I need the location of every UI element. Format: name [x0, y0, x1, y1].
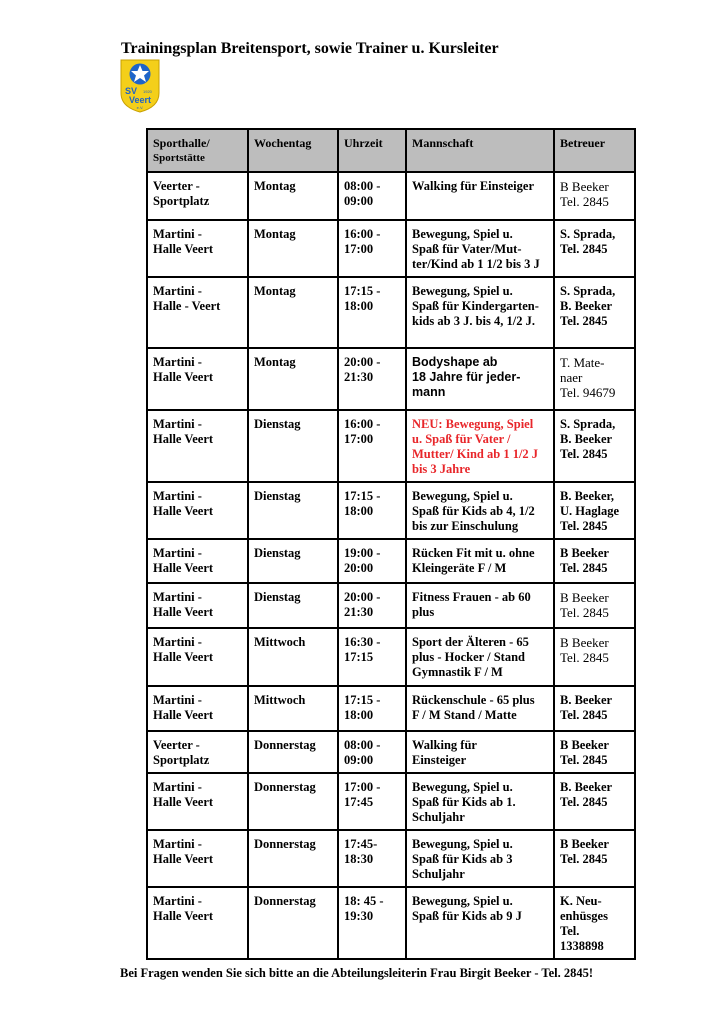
cell-sporthalle	[147, 731, 248, 773]
header-sporthalle: Sporthalle/ Sportstätte	[147, 129, 248, 172]
cell-mannschaft-line: Spaß für Kids ab 4, 1/2	[412, 504, 535, 518]
cell-mannschaft	[406, 686, 554, 731]
cell-mannschaft-line: Bodyshape ab	[412, 355, 498, 369]
cell-mannschaft-line: Rücken Fit mit u. ohne	[412, 546, 535, 560]
cell-betreuer-line: Tel. 94679	[560, 385, 616, 400]
table-row	[147, 887, 635, 959]
cell-betreuer-line: Tel. 2845	[560, 795, 608, 809]
table-row	[147, 348, 635, 410]
cell-sporthalle-line: Halle Veert	[153, 909, 214, 923]
cell-uhrzeit-line: 20:00 -	[344, 355, 381, 369]
cell-uhrzeit-line: 21:30	[344, 370, 374, 384]
cell-uhrzeit	[338, 830, 406, 887]
cell-betreuer-line: Tel. 2845	[560, 447, 608, 461]
cell-sporthalle-line: Martini -	[153, 489, 202, 503]
cell-mannschaft-line: Spaß für Kids ab 3	[412, 852, 513, 866]
footer-contact-note: Bei Fragen wenden Sie sich bitte an die Abteilungsleiterin Frau Birgit Beeker - Tel. 2845!	[120, 966, 594, 980]
cell-sporthalle-line: Martini -	[153, 590, 202, 604]
table-row	[147, 220, 635, 277]
cell-mannschaft-line: Kleingeräte F / M	[412, 561, 507, 575]
cell-sporthalle-line: Halle Veert	[153, 605, 214, 619]
cell-sporthalle-line: Martini -	[153, 227, 202, 241]
cell-uhrzeit-line: 17:00 -	[344, 780, 381, 794]
cell-sporthalle-line: Sportplatz	[153, 194, 210, 208]
cell-uhrzeit	[338, 773, 406, 830]
cell-betreuer-line: Tel. 2845	[560, 314, 608, 328]
cell-uhrzeit-line: 21:30	[344, 605, 374, 619]
cell-sporthalle	[147, 539, 248, 583]
cell-wochentag: Montag	[248, 348, 338, 410]
table-row	[147, 731, 635, 773]
cell-uhrzeit-line: 18:30	[344, 852, 374, 866]
cell-sporthalle-line: Martini -	[153, 635, 202, 649]
cell-mannschaft-line: u. Spaß für Vater /	[412, 432, 511, 446]
cell-sporthalle	[147, 887, 248, 959]
cell-sporthalle-line: Halle Veert	[153, 650, 214, 664]
cell-betreuer	[554, 887, 635, 959]
cell-betreuer	[554, 348, 635, 410]
cell-mannschaft	[406, 773, 554, 830]
cell-sporthalle-line: Martini -	[153, 693, 202, 707]
cell-betreuer	[554, 410, 635, 482]
cell-sporthalle-line: Halle Veert	[153, 242, 214, 256]
header-betreuer: Betreuer	[554, 129, 635, 172]
cell-mannschaft	[406, 628, 554, 686]
cell-betreuer-line: Tel. 2845	[560, 605, 609, 620]
cell-uhrzeit-line: 08:00 -	[344, 738, 381, 752]
cell-betreuer	[554, 686, 635, 731]
cell-sporthalle	[147, 628, 248, 686]
cell-uhrzeit	[338, 887, 406, 959]
training-schedule-table	[146, 128, 636, 960]
cell-mannschaft-line: Bewegung, Spiel u.	[412, 894, 513, 908]
table-row	[147, 482, 635, 539]
cell-mannschaft	[406, 277, 554, 348]
cell-wochentag: Donnerstag	[248, 773, 338, 830]
cell-sporthalle-line: Halle - Veert	[153, 299, 221, 313]
cell-sporthalle-line: Veerter -	[153, 738, 200, 752]
cell-wochentag: Montag	[248, 277, 338, 348]
cell-wochentag: Mittwoch	[248, 628, 338, 686]
cell-wochentag: Dienstag	[248, 482, 338, 539]
cell-mannschaft	[406, 887, 554, 959]
cell-mannschaft-line: Spaß für Vater/Mut-	[412, 242, 522, 256]
cell-mannschaft-line: plus - Hocker / Stand	[412, 650, 525, 664]
cell-sporthalle	[147, 277, 248, 348]
cell-mannschaft-line: NEU: Bewegung, Spiel	[412, 417, 534, 431]
cell-uhrzeit-line: 19:30	[344, 909, 374, 923]
cell-sporthalle	[147, 410, 248, 482]
cell-mannschaft	[406, 830, 554, 887]
cell-uhrzeit-line: 17:15 -	[344, 489, 381, 503]
cell-sporthalle-line: Halle Veert	[153, 708, 214, 722]
cell-uhrzeit-line: 18: 45 -	[344, 894, 384, 908]
cell-betreuer	[554, 773, 635, 830]
cell-betreuer	[554, 731, 635, 773]
cell-mannschaft-line: Mutter/ Kind ab 1 1/2 J	[412, 447, 539, 461]
cell-uhrzeit	[338, 731, 406, 773]
logo-veert: Veert	[128, 95, 152, 105]
cell-betreuer-line: S. Sprada,	[560, 227, 616, 241]
cell-uhrzeit-line: 17:15 -	[344, 693, 381, 707]
cell-mannschaft-line: Fitness Frauen - ab 60	[412, 590, 531, 604]
cell-betreuer-line: U. Haglage	[560, 504, 620, 518]
cell-mannschaft-line: kids ab 3 J. bis 4, 1/2 J.	[412, 314, 535, 328]
cell-sporthalle-line: Martini -	[153, 894, 202, 908]
cell-mannschaft-line: 18 Jahre für jeder-	[412, 370, 521, 384]
cell-betreuer-line: B. Beeker	[560, 299, 613, 313]
cell-sporthalle-line: Veerter -	[153, 179, 200, 193]
cell-sporthalle	[147, 583, 248, 628]
cell-uhrzeit	[338, 628, 406, 686]
cell-betreuer-line: Tel. 2845	[560, 753, 608, 767]
cell-mannschaft-line: mann	[412, 385, 446, 399]
cell-betreuer-line: Tel. 2845	[560, 852, 608, 866]
cell-sporthalle	[147, 220, 248, 277]
cell-mannschaft-line: Einsteiger	[412, 753, 467, 767]
club-logo	[120, 59, 160, 113]
cell-betreuer	[554, 830, 635, 887]
cell-mannschaft-line: Gymnastik F / M	[412, 665, 503, 679]
cell-betreuer-line: B Beeker	[560, 635, 609, 650]
cell-mannschaft	[406, 172, 554, 220]
cell-wochentag: Donnerstag	[248, 830, 338, 887]
cell-betreuer-line: B. Beeker,	[560, 489, 615, 503]
cell-betreuer-line: B Beeker	[560, 546, 609, 560]
cell-uhrzeit-line: 16:30 -	[344, 635, 381, 649]
cell-betreuer	[554, 172, 635, 220]
cell-mannschaft-line: bis zur Einschulung	[412, 519, 519, 533]
table-row	[147, 277, 635, 348]
logo-star-icon	[130, 64, 151, 85]
cell-betreuer-line: enhüsges	[560, 909, 608, 923]
cell-uhrzeit-line: 09:00	[344, 194, 374, 208]
cell-betreuer	[554, 482, 635, 539]
cell-uhrzeit-line: 09:00	[344, 753, 374, 767]
cell-betreuer-line: Tel. 2845	[560, 650, 609, 665]
cell-sporthalle	[147, 172, 248, 220]
table-row	[147, 830, 635, 887]
cell-sporthalle	[147, 348, 248, 410]
table-row	[147, 539, 635, 583]
table-row	[147, 686, 635, 731]
cell-wochentag: Mittwoch	[248, 686, 338, 731]
cell-wochentag: Montag	[248, 220, 338, 277]
cell-uhrzeit-line: 17:00	[344, 242, 374, 256]
header-uhrzeit: Uhrzeit	[338, 129, 406, 172]
cell-mannschaft-line: Spaß für Kindergarten-	[412, 299, 539, 313]
cell-mannschaft-line: Sport der Älteren - 65	[412, 635, 529, 649]
table-row	[147, 410, 635, 482]
cell-mannschaft	[406, 583, 554, 628]
cell-uhrzeit	[338, 583, 406, 628]
cell-betreuer-line: T. Mate-	[560, 355, 605, 370]
cell-sporthalle	[147, 830, 248, 887]
header-wochentag: Wochentag	[248, 129, 338, 172]
cell-wochentag: Dienstag	[248, 583, 338, 628]
cell-sporthalle	[147, 773, 248, 830]
cell-uhrzeit	[338, 277, 406, 348]
cell-betreuer-line: B Beeker	[560, 179, 609, 194]
cell-mannschaft-line: Bewegung, Spiel u.	[412, 837, 513, 851]
cell-mannschaft-line: plus	[412, 605, 435, 619]
logo-year: 1920	[143, 89, 152, 94]
cell-mannschaft-line: Spaß für Kids ab 1.	[412, 795, 516, 809]
cell-mannschaft-line: Walking für Einsteiger	[412, 179, 535, 193]
cell-mannschaft-line: Bewegung, Spiel u.	[412, 227, 513, 241]
cell-mannschaft	[406, 731, 554, 773]
cell-uhrzeit	[338, 172, 406, 220]
cell-sporthalle-line: Halle Veert	[153, 370, 214, 384]
cell-wochentag: Dienstag	[248, 410, 338, 482]
cell-uhrzeit-line: 20:00 -	[344, 590, 381, 604]
cell-betreuer-line: naer	[560, 370, 583, 385]
cell-betreuer-line: B Beeker	[560, 738, 609, 752]
cell-mannschaft-line: Bewegung, Spiel u.	[412, 284, 513, 298]
logo-ev: e.V.	[136, 105, 144, 110]
cell-wochentag: Donnerstag	[248, 731, 338, 773]
cell-sporthalle-line: Martini -	[153, 546, 202, 560]
cell-betreuer-line: Tel. 2845	[560, 561, 608, 575]
cell-betreuer-line: B. Beeker	[560, 432, 613, 446]
cell-betreuer-line: K. Neu-	[560, 894, 602, 908]
cell-wochentag: Donnerstag	[248, 887, 338, 959]
cell-uhrzeit	[338, 348, 406, 410]
cell-mannschaft-line: Bewegung, Spiel u.	[412, 489, 513, 503]
cell-sporthalle-line: Sportplatz	[153, 753, 210, 767]
cell-mannschaft-line: Schuljahr	[412, 867, 465, 881]
cell-mannschaft-line: Bewegung, Spiel u.	[412, 780, 513, 794]
cell-uhrzeit-line: 18:00	[344, 504, 374, 518]
cell-uhrzeit-line: 17:15	[344, 650, 374, 664]
cell-uhrzeit-line: 18:00	[344, 299, 374, 313]
cell-sporthalle-line: Halle Veert	[153, 504, 214, 518]
cell-betreuer-line: 1338898	[560, 939, 604, 953]
cell-mannschaft-line: F / M Stand / Matte	[412, 708, 517, 722]
cell-mannschaft-line: Schuljahr	[412, 810, 465, 824]
cell-mannschaft	[406, 348, 554, 410]
cell-sporthalle-line: Halle Veert	[153, 432, 214, 446]
cell-betreuer	[554, 220, 635, 277]
cell-sporthalle-line: Martini -	[153, 780, 202, 794]
cell-sporthalle	[147, 686, 248, 731]
page-title: Trainingsplan Breitensport, sowie Trainer u. Kursleiter	[121, 40, 499, 57]
cell-uhrzeit-line: 20:00	[344, 561, 374, 575]
cell-uhrzeit	[338, 220, 406, 277]
cell-uhrzeit-line: 17:45-	[344, 837, 378, 851]
cell-sporthalle-line: Halle Veert	[153, 561, 214, 575]
cell-uhrzeit-line: 16:00 -	[344, 417, 381, 431]
cell-uhrzeit-line: 17:15 -	[344, 284, 381, 298]
header-mannschaft: Mannschaft	[406, 129, 554, 172]
cell-sporthalle-line: Martini -	[153, 284, 202, 298]
cell-mannschaft-line: Spaß für Kids ab 9 J	[412, 909, 522, 923]
cell-uhrzeit-line: 17:00	[344, 432, 374, 446]
cell-betreuer-line: B. Beeker	[560, 693, 613, 707]
cell-sporthalle	[147, 482, 248, 539]
cell-mannschaft	[406, 410, 554, 482]
cell-sporthalle-line: Halle Veert	[153, 795, 214, 809]
cell-betreuer-line: Tel. 2845	[560, 242, 608, 256]
cell-uhrzeit	[338, 482, 406, 539]
cell-uhrzeit-line: 18:00	[344, 708, 374, 722]
cell-mannschaft-line: ter/Kind ab 1 1/2 bis 3 J	[412, 257, 540, 271]
cell-sporthalle-line: Martini -	[153, 355, 202, 369]
cell-mannschaft	[406, 539, 554, 583]
cell-wochentag: Montag	[248, 172, 338, 220]
cell-betreuer	[554, 539, 635, 583]
table-row	[147, 773, 635, 830]
table-row	[147, 172, 635, 220]
cell-betreuer-line: Tel. 2845	[560, 708, 608, 722]
cell-sporthalle-line: Halle Veert	[153, 852, 214, 866]
cell-betreuer-line: S. Sprada,	[560, 284, 616, 298]
cell-sporthalle-line: Martini -	[153, 837, 202, 851]
cell-betreuer	[554, 277, 635, 348]
table-row	[147, 583, 635, 628]
logo-sv: SV	[125, 86, 138, 96]
cell-betreuer-line: S. Sprada,	[560, 417, 616, 431]
cell-betreuer	[554, 628, 635, 686]
cell-mannschaft	[406, 482, 554, 539]
cell-uhrzeit	[338, 539, 406, 583]
cell-betreuer-line: Tel. 2845	[560, 519, 608, 533]
cell-betreuer	[554, 583, 635, 628]
table-row	[147, 628, 635, 686]
cell-uhrzeit	[338, 686, 406, 731]
cell-uhrzeit-line: 19:00 -	[344, 546, 381, 560]
cell-uhrzeit-line: 16:00 -	[344, 227, 381, 241]
table-header-row	[147, 129, 635, 172]
cell-mannschaft-line: bis 3 Jahre	[412, 462, 471, 476]
cell-betreuer-line: Tel.	[560, 924, 580, 938]
cell-uhrzeit-line: 17:45	[344, 795, 374, 809]
cell-mannschaft-line: Walking für	[412, 738, 477, 752]
cell-sporthalle-line: Martini -	[153, 417, 202, 431]
cell-betreuer-line: B Beeker	[560, 590, 609, 605]
cell-betreuer-line: B Beeker	[560, 837, 609, 851]
cell-wochentag: Dienstag	[248, 539, 338, 583]
cell-uhrzeit-line: 08:00 -	[344, 179, 381, 193]
cell-uhrzeit	[338, 410, 406, 482]
cell-betreuer-line: Tel. 2845	[560, 194, 609, 209]
cell-betreuer-line: B. Beeker	[560, 780, 613, 794]
cell-mannschaft-line: Rückenschule - 65 plus	[412, 693, 535, 707]
cell-mannschaft	[406, 220, 554, 277]
